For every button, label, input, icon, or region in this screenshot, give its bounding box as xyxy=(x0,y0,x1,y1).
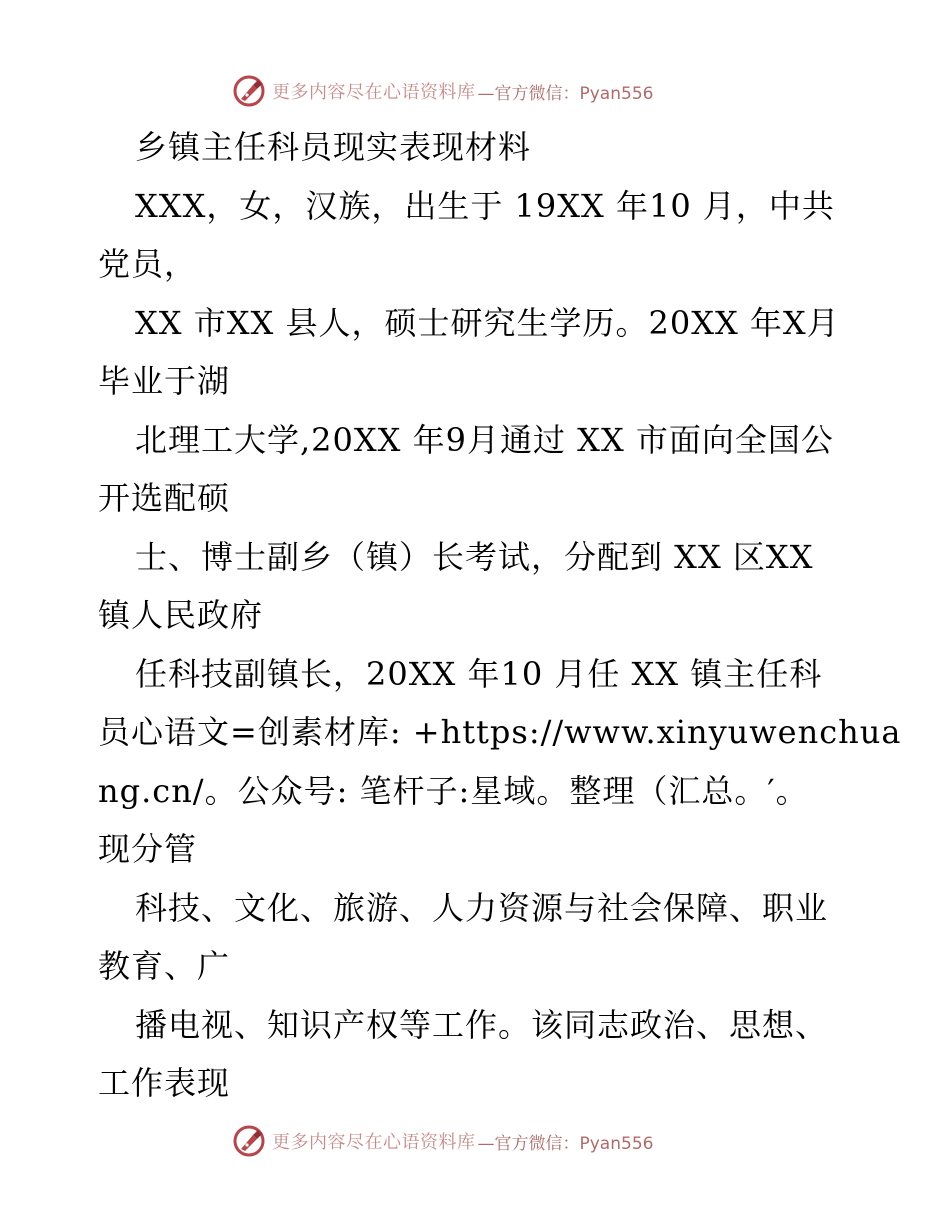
text-line: 北理工大学,20XX 年9月通过 XX 市面向全国公 xyxy=(135,421,834,459)
text-line: 工作表现 xyxy=(98,1064,231,1102)
text-line: XX 市XX 县人，硕士研究生学历。20XX 年X月 xyxy=(135,304,840,342)
text-line: 任科技副镇长，20XX 年10 月任 XX 镇主任科 xyxy=(135,655,823,693)
text-line: 士、博士副乡（镇）长考试，分配到 XX 区XX xyxy=(135,538,814,576)
text-line: 现分管 xyxy=(98,830,198,868)
text-line: 教育、广 xyxy=(98,947,231,985)
header-banner xyxy=(232,71,653,111)
text-line: 党员， xyxy=(98,245,198,283)
banner-wechat-text: —官方微信：Pyan556 xyxy=(477,1133,654,1154)
text-line: ng.cn/。公众号: 笔杆子:星域。整理（汇总。′。 xyxy=(98,772,809,810)
text-line: 开选配硕 xyxy=(98,479,231,517)
text-line: 镇人民政府 xyxy=(98,596,264,634)
pen-nib-logo-icon xyxy=(232,74,266,108)
text-line: 科技、文化、旅游、人力资源与社会保障、职业 xyxy=(135,889,829,927)
text-line: 播电视、知识产权等工作。该同志政治、思想、 xyxy=(135,1006,829,1044)
text-line: 毕业于湖 xyxy=(98,362,231,400)
text-line: 员心语文=创素材库: +https://www.xinyuwenchua xyxy=(98,713,902,751)
text-line: XXX，女，汉族，出生于 19XX 年10 月，中共 xyxy=(135,187,835,225)
banner-main-text: 更多内容尽在心语资料库 xyxy=(272,82,476,103)
banner-main-text: 更多内容尽在心语资料库 xyxy=(272,1132,476,1153)
footer-banner xyxy=(232,1121,653,1161)
banner-wechat-text: —官方微信：Pyan556 xyxy=(477,83,654,104)
document-title: 乡镇主任科员现实表现材料 xyxy=(135,128,532,166)
pen-nib-logo-icon xyxy=(232,1124,266,1158)
